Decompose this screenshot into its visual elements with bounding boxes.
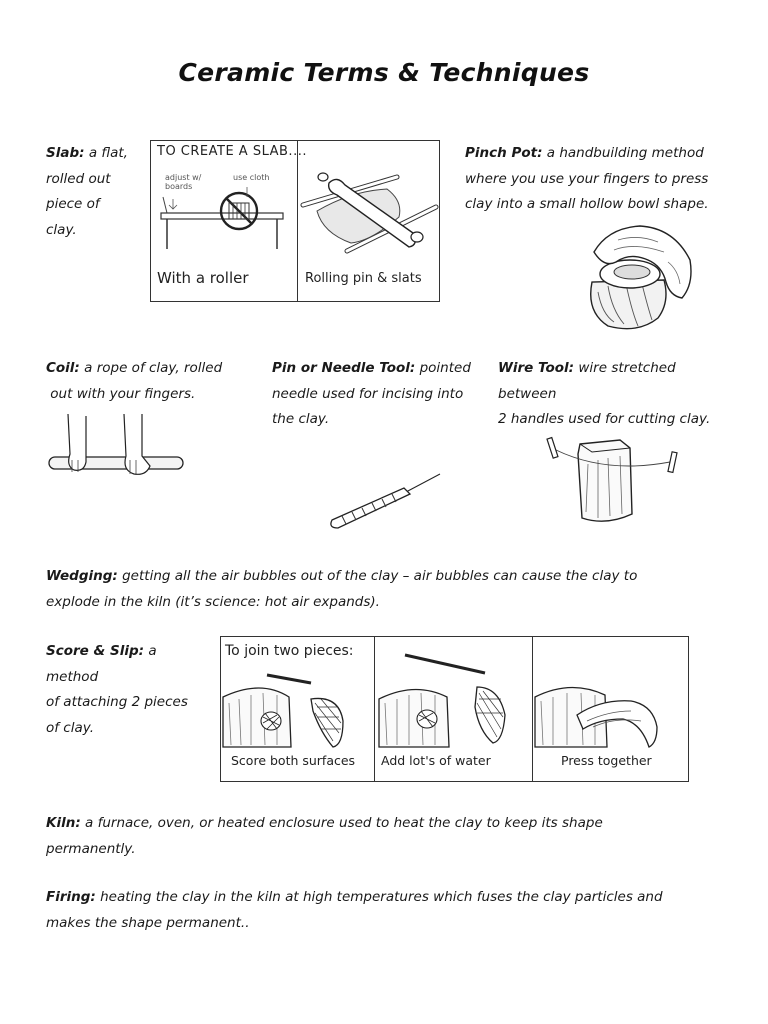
pin-tool-drawing — [326, 468, 446, 534]
slab-illustration — [150, 140, 440, 302]
wedging-definition — [46, 564, 746, 615]
pinch-pot-drawing — [578, 222, 698, 334]
slab-term: Slab: — [46, 145, 85, 161]
pinch-pot-line: clay into a small hollow bowl shape. — [465, 196, 709, 212]
coil-term: Coil: — [46, 360, 80, 376]
firing-line: heating the clay in the kiln at high temperatures which fuses the clay particles and — [100, 889, 663, 905]
slab-figure-note-left: adjust w/ boards — [165, 173, 202, 191]
slab-figure-heading: TO CREATE A SLAB.... — [157, 144, 307, 159]
kiln-line: a furnace, oven, or heated enclosure used to heat the clay to keep its shape — [85, 815, 603, 831]
score-caption-2: Add lot's of water — [381, 753, 491, 768]
slab-line: clay. — [46, 221, 77, 238]
pinch-pot-definition — [465, 141, 755, 218]
score-slip-line: of attaching 2 pieces — [46, 694, 188, 710]
slab-line: piece of — [46, 196, 100, 212]
coil-line: a rope of clay, rolled — [84, 360, 223, 376]
firing-definition — [46, 885, 751, 936]
score-slip-definition — [46, 639, 216, 741]
pinch-pot-line: where you use your fingers to press — [465, 170, 709, 187]
kiln-definition — [46, 811, 746, 862]
kiln-line: permanently. — [46, 840, 136, 857]
score-figure-heading: To join two pieces: — [225, 643, 354, 659]
slab-caption-pin: Rolling pin & slats — [305, 271, 422, 286]
slab-line: a flat, — [88, 145, 128, 161]
wire-tool-line: wire stretched — [578, 360, 676, 376]
pin-tool-term: Pin or Needle Tool: — [272, 360, 416, 376]
score-slip-line: a — [148, 643, 157, 659]
firing-term: Firing: — [46, 889, 96, 905]
firing-line: makes the shape permanent.. — [46, 914, 250, 931]
wedging-term: Wedging: — [46, 568, 118, 584]
score-slip-line: method — [46, 668, 99, 685]
score-caption-3: Press together — [561, 753, 652, 768]
page-title: Ceramic Terms & Techniques — [178, 58, 590, 87]
wire-tool-definition — [498, 356, 758, 433]
wedging-line: explode in the kiln (it’s science: hot air expands). — [46, 593, 380, 610]
wire-tool-drawing — [546, 434, 686, 530]
slab-definition — [46, 141, 146, 243]
wire-tool-line: between — [498, 385, 557, 402]
pin-tool-line: needle used for incising into — [272, 385, 464, 402]
slab-caption-roller: With a roller — [157, 269, 249, 287]
score-slip-line: of clay. — [46, 719, 94, 736]
slab-line: rolled out — [46, 170, 111, 187]
pin-tool-line: pointed — [419, 360, 471, 376]
kiln-term: Kiln: — [46, 815, 81, 831]
pin-tool-line: the clay. — [272, 411, 330, 427]
slab-figure-note-right: use cloth — [233, 173, 270, 182]
wire-tool-line: 2 handles used for cutting clay. — [498, 411, 711, 427]
coil-line: out with your fingers. — [50, 385, 196, 402]
pin-tool-definition — [272, 356, 487, 433]
pinch-pot-line: a handbuilding method — [546, 145, 704, 161]
score-slip-term: Score & Slip: — [46, 643, 145, 659]
coil-definition — [46, 356, 266, 407]
pinch-pot-term: Pinch Pot: — [465, 145, 543, 161]
wire-tool-term: Wire Tool: — [498, 360, 575, 376]
score-caption-1: Score both surfaces — [231, 753, 356, 768]
wedging-line: getting all the air bubbles out of the clay – air bubbles can cause the clay to — [122, 568, 638, 584]
score-slip-illustration — [220, 636, 689, 782]
coil-drawing — [46, 414, 186, 486]
